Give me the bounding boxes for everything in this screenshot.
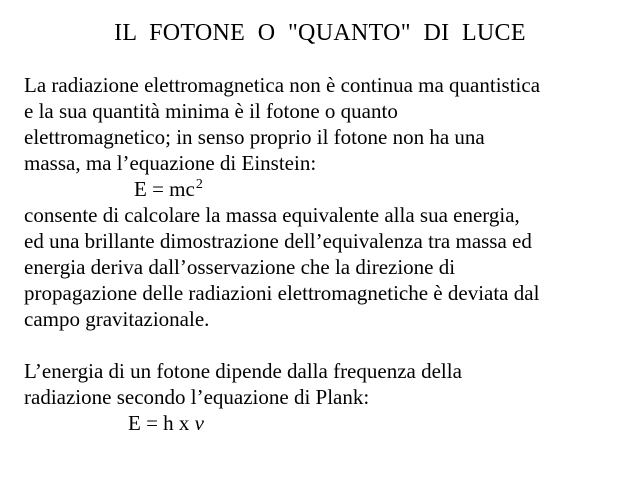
einstein-equation-exponent: 2: [195, 177, 203, 192]
text-line: consente di calcolare la massa equivalente alla sua energia,: [24, 203, 520, 227]
einstein-equation: [24, 176, 634, 202]
text-line: L’energia di un fotone dipende dalla frequenza della: [24, 359, 462, 383]
text-line: radiazione secondo l’equazione di Plank:: [24, 385, 370, 409]
text-line: energia deriva dall’osservazione che la direzione di: [24, 255, 456, 279]
frequency-symbol: ν: [194, 411, 204, 435]
text-line: ed una brillante dimostrazione dell’equivalenza tra massa ed: [24, 229, 532, 253]
text-line: La radiazione elettromagnetica non è continua ma quantistica: [24, 73, 541, 97]
planck-equation-text: E = h x: [128, 411, 195, 435]
paragraph-spacer: [24, 332, 634, 358]
text-line: campo gravitazionale.: [24, 307, 210, 331]
slide-title: IL FOTONE O "QUANTO" DI LUCE: [114, 20, 526, 46]
einstein-equation-text: E = mc: [134, 177, 195, 201]
text-line: elettromagnetico; in senso proprio il fotone non ha una: [24, 125, 485, 149]
planck-equation: [24, 410, 634, 436]
slide-body: [24, 72, 634, 436]
text-line: massa, ma l’equazione di Einstein:: [24, 151, 317, 175]
text-line: propagazione delle radiazioni elettromagnetiche è deviata dal: [24, 281, 540, 305]
text-line: e la sua quantità minima è il fotone o quanto: [24, 99, 398, 123]
